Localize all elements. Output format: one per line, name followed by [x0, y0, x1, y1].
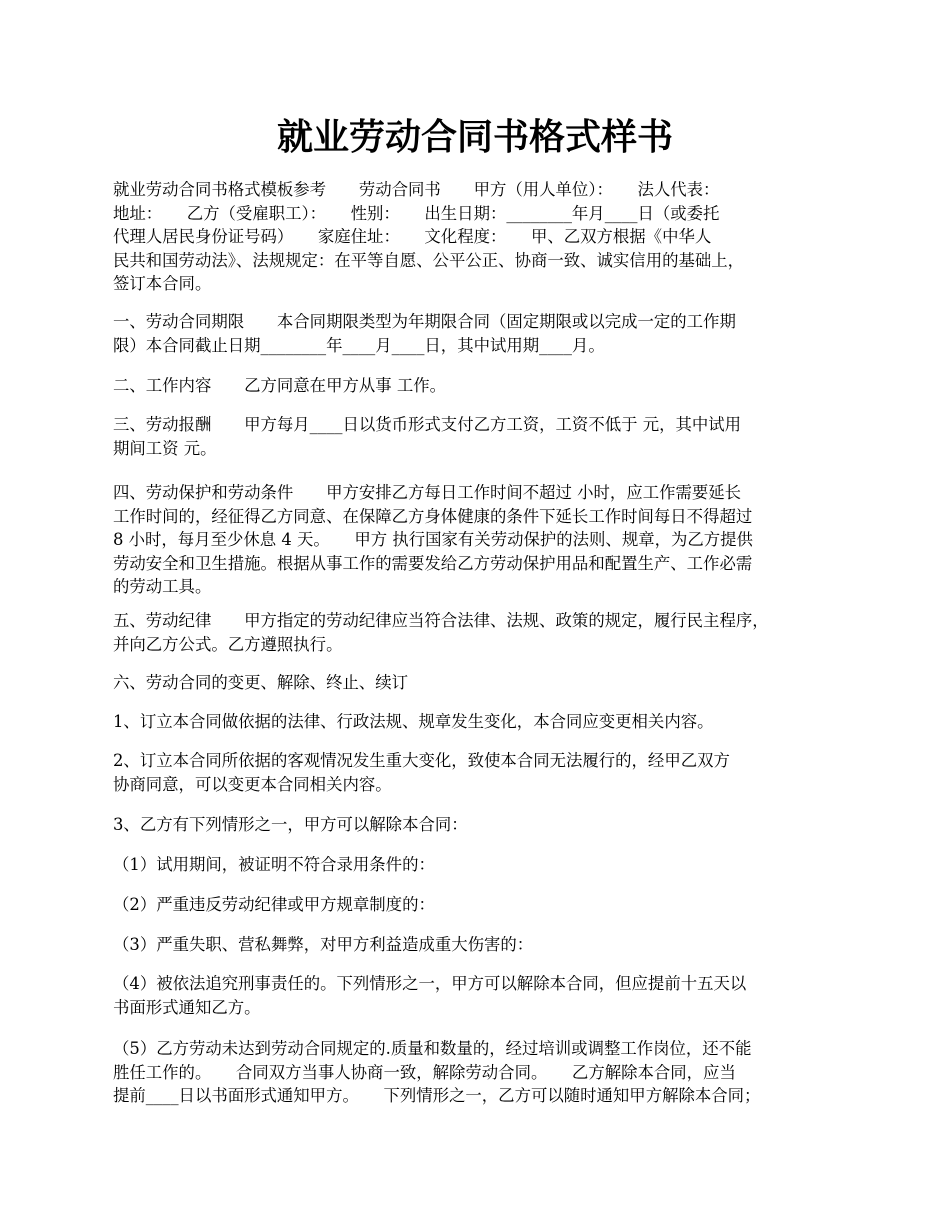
paragraph-subitem-4: [113, 972, 853, 1019]
text-line: 协商同意，可以变更本合同相关内容。: [113, 774, 392, 794]
paragraph-subitem-2: [113, 893, 853, 917]
text-line: 地址： 乙方（受雇职工）： 性别： 出生日期：________年月____日（或委托: [113, 203, 720, 223]
text-line: 书面形式通知乙方。: [113, 997, 261, 1017]
paragraph-item-2: [113, 749, 853, 796]
text-line: 代理人居民身份证号码） 家庭住址： 文化程度： 甲、乙双方根据《中华人: [113, 227, 712, 246]
paragraph-section-1: [113, 310, 853, 357]
paragraph-section-3: [113, 413, 853, 460]
text-line: 期间工资 元。: [113, 438, 217, 458]
text-line: 一、劳动合同期限 本合同期限类型为年期限合同（固定期限或以完成一定的工作期: [113, 312, 736, 331]
paragraph-subitem-3: [113, 933, 853, 957]
text-line: （2）严重违反劳动纪律或甲方规章制度的：: [113, 895, 435, 914]
paragraph-section-4: [113, 481, 853, 599]
text-line: 劳动安全和卫生措施。根据从事工作的需要发给乙方劳动保护用品和配置生产、工作必需: [113, 553, 753, 573]
text-line: 工作时间的，经征得乙方同意、在保障乙方身体健康的条件下延长工作时间每日不得超过: [113, 506, 753, 526]
paragraph-section-6: [113, 671, 853, 695]
text-line: （1）试用期间，被证明不符合录用条件的：: [113, 855, 435, 874]
text-line: 提前____日以书面形式通知甲方。 下列情形之一，乙方可以随时通知甲方解除本合同；: [113, 1086, 761, 1105]
text-line: （5）乙方劳动未达到劳动合同规定的.质量和数量的，经过培训或调整工作岗位，还不能: [113, 1039, 752, 1058]
text-line: 就业劳动合同书格式模板参考 劳动合同书 甲方（用人单位）： 法人代表：: [113, 180, 720, 199]
text-line: 1、订立本合同做依据的法律、行政法规、规章发生变化，本合同应变更相关内容。: [113, 712, 714, 731]
text-line: 2、订立本合同所依据的客观情况发生重大变化，致使本合同无法履行的，经甲乙双方: [113, 751, 730, 770]
text-line: 并向乙方公式。乙方遵照执行。: [113, 634, 343, 654]
text-line: 8 小时，每月至少休息 4 天。 甲方 执行国家有关劳动保护的法则、规章，为乙方提供: [113, 530, 753, 549]
paragraph-item-1: [113, 710, 853, 734]
paragraph-subitem-5: [113, 1037, 853, 1108]
text-line: 民共和国劳动法》、法规规定：在平等自愿、公平公正、协商一致、诚实信用的基础上，: [113, 250, 745, 270]
paragraph-intro: [113, 178, 853, 296]
text-line: （3）严重失职、营私舞弊，对甲方利益造成重大伤害的：: [113, 935, 534, 954]
text-line: 三、劳动报酬 甲方每月____日以货币形式支付乙方工资，工资不低于 元，其中试用: [113, 415, 742, 434]
text-line: 限）本合同截止日期________年____月____日，其中试用期____月。: [113, 335, 605, 355]
text-line: 六、劳动合同的变更、解除、终止、续订: [113, 673, 409, 692]
text-line: （4）被依法追究刑事责任的。下列情形之一，甲方可以解除本合同，但应提前十五天以: [113, 974, 747, 993]
document-title: 就业劳动合同书格式样书: [276, 116, 673, 158]
text-line: 胜任工作的。 合同双方当事人协商一致，解除劳动合同。 乙方解除本合同，应当: [113, 1062, 736, 1082]
text-line: 二、工作内容 乙方同意在甲方从事 工作。: [113, 376, 447, 395]
paragraph-section-5: [113, 609, 853, 656]
text-line: 的劳动工具。: [113, 577, 212, 596]
text-line: 五、劳动纪律 甲方指定的劳动纪律应当符合法律、法规、政策的规定，履行民主程序，: [113, 611, 769, 630]
text-line: 3、乙方有下列情形之一，甲方可以解除本合同：: [113, 815, 468, 834]
paragraph-subitem-1: [113, 853, 853, 877]
paragraph-section-2: [113, 374, 853, 398]
text-line: 四、劳动保护和劳动条件 甲方安排乙方每日工作时间不超过 小时，应工作需要延长: [113, 483, 742, 502]
paragraph-item-3: [113, 813, 853, 837]
text-line: 签订本合同。: [113, 274, 212, 293]
